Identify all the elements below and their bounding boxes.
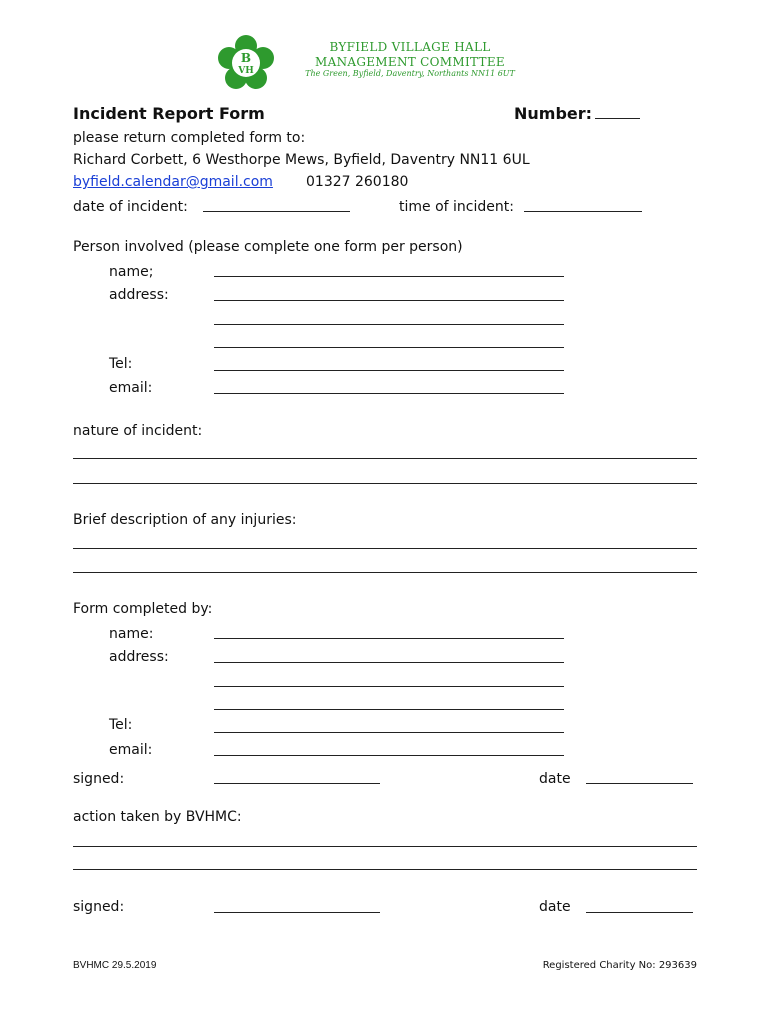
completed-name-line[interactable]: [214, 638, 564, 639]
person-name-label: name;: [109, 264, 154, 280]
action-signed-label: signed:: [73, 899, 125, 915]
person-name-line[interactable]: [214, 276, 564, 277]
date-of-incident-line[interactable]: [203, 211, 350, 212]
completed-name-label: name:: [109, 626, 154, 642]
number-field-line[interactable]: [595, 118, 640, 119]
org-name-line2: MANAGEMENT COMMITTEE: [315, 55, 505, 69]
completed-date-line[interactable]: [586, 783, 693, 784]
injuries-line-1[interactable]: [73, 548, 697, 549]
person-email-label: email:: [109, 380, 153, 396]
email-link[interactable]: byfield.calendar@gmail.com: [73, 174, 273, 190]
bvh-logo: [218, 35, 274, 91]
completed-address-line-3[interactable]: [214, 709, 564, 710]
form-title: Incident Report Form: [73, 104, 265, 123]
action-date-label: date: [539, 899, 571, 915]
phone-number: 01327 260180: [306, 174, 409, 190]
number-label: Number:: [514, 104, 593, 123]
action-heading: action taken by BVHMC:: [73, 809, 242, 825]
org-address: The Green, Byfield, Daventry, Northants NN11 6UT: [305, 69, 515, 78]
action-line-2[interactable]: [73, 869, 697, 870]
footer-charity-number: Registered Charity No: 293639: [542, 960, 697, 971]
person-address-line-3[interactable]: [214, 347, 564, 348]
logo-letter-b: B: [240, 51, 252, 65]
action-signed-line[interactable]: [214, 912, 380, 913]
person-tel-line[interactable]: [214, 370, 564, 371]
person-email-line[interactable]: [214, 393, 564, 394]
completed-by-heading: Form completed by:: [73, 601, 213, 617]
person-address-line-2[interactable]: [214, 324, 564, 325]
org-name-line1: BYFIELD VILLAGE HALL: [329, 40, 491, 54]
time-of-incident-line[interactable]: [524, 211, 642, 212]
completed-signed-label: signed:: [73, 771, 125, 787]
completed-email-line[interactable]: [214, 755, 564, 756]
injuries-heading: Brief description of any injuries:: [73, 512, 297, 528]
injuries-line-2[interactable]: [73, 572, 697, 573]
nature-heading: nature of incident:: [73, 423, 203, 439]
logo-letters-vh: VH: [238, 66, 254, 76]
completed-tel-label: Tel:: [109, 717, 133, 733]
nature-line-2[interactable]: [73, 483, 697, 484]
completed-email-label: email:: [109, 742, 153, 758]
person-tel-label: Tel:: [109, 356, 133, 372]
return-address: Richard Corbett, 6 Westhorpe Mews, Byfield, Daventry NN11 6UL: [73, 152, 530, 168]
completed-tel-line[interactable]: [214, 732, 564, 733]
person-address-label: address:: [109, 287, 169, 303]
time-of-incident-label: time of incident:: [399, 199, 514, 215]
completed-signed-line[interactable]: [214, 783, 380, 784]
person-address-line-1[interactable]: [214, 300, 564, 301]
completed-date-label: date: [539, 771, 571, 787]
footer-version: BVHMC 29.5.2019: [73, 960, 157, 971]
completed-address-line-2[interactable]: [214, 686, 564, 687]
completed-address-label: address:: [109, 649, 169, 665]
action-date-line[interactable]: [586, 912, 693, 913]
nature-line-1[interactable]: [73, 458, 697, 459]
completed-address-line-1[interactable]: [214, 662, 564, 663]
person-involved-heading: Person involved (please complete one form per person): [73, 239, 463, 255]
date-of-incident-label: date of incident:: [73, 199, 188, 215]
action-line-1[interactable]: [73, 846, 697, 847]
return-instruction: please return completed form to:: [73, 130, 306, 146]
